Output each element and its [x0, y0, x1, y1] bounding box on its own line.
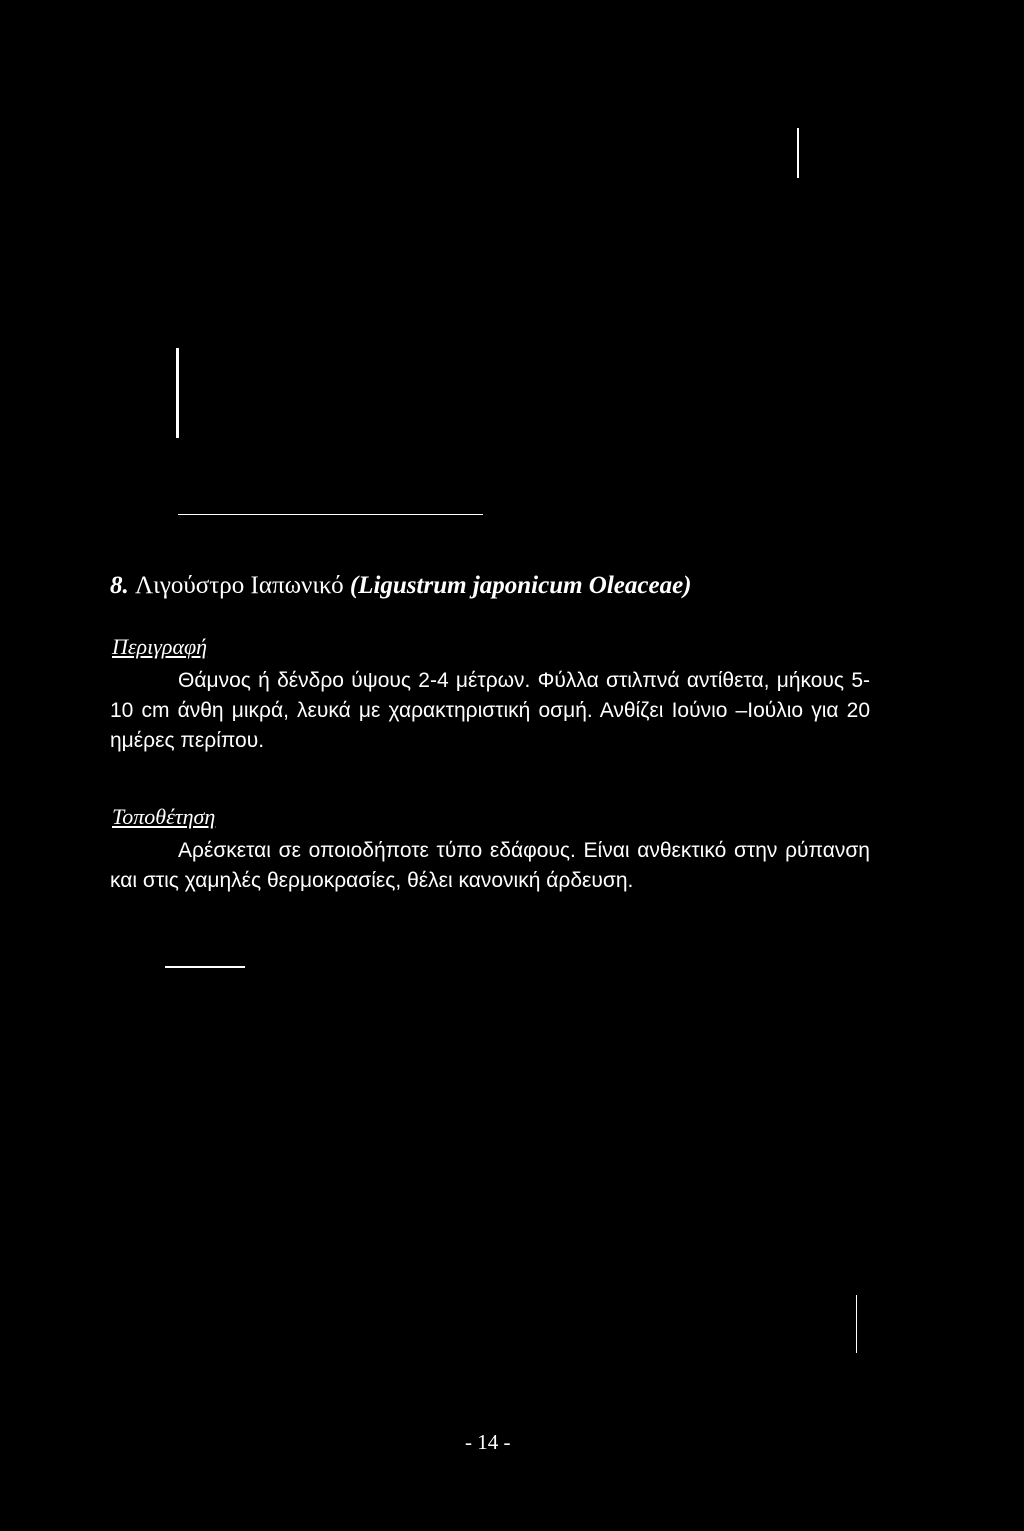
description-text: Θάμνος ή δένδρο ύψους 2-4 μέτρων. Φύλλα στιλπνά αντίθετα, μήκους 5-10 cm άνθη μικρά, λευκά με χαρακτηριστική οσμή. Ανθίζει Ιούνιο –Ιούλιο για 20 ημέρες περίπου.	[110, 669, 870, 752]
section-number: 8.	[110, 572, 129, 599]
scan-mark-vertical-bottom-right	[856, 1295, 857, 1353]
placement-label: Τοποθέτηση	[112, 804, 216, 829]
plant-latin-name: (Ligustrum japonicum Oleaceae)	[349, 572, 692, 599]
section-heading	[110, 572, 692, 600]
page-number: - 14 -	[465, 1430, 511, 1454]
divider-line-top	[178, 514, 483, 515]
divider-line-bottom	[165, 966, 245, 968]
scan-mark-vertical-left	[176, 348, 179, 438]
description-label: Περιγραφή	[112, 634, 208, 659]
plant-common-name: Λιγούστρο Ιαπωνικό	[135, 572, 344, 599]
placement-text: Αρέσκεται σε οποιοδήποτε τύπο εδάφους. Είναι ανθεκτικό στην ρύπανση και στις χαμηλές θερμοκρασίες, θέλει κανονική άρδευση.	[110, 839, 870, 892]
scan-mark-vertical-top-right	[797, 128, 799, 178]
